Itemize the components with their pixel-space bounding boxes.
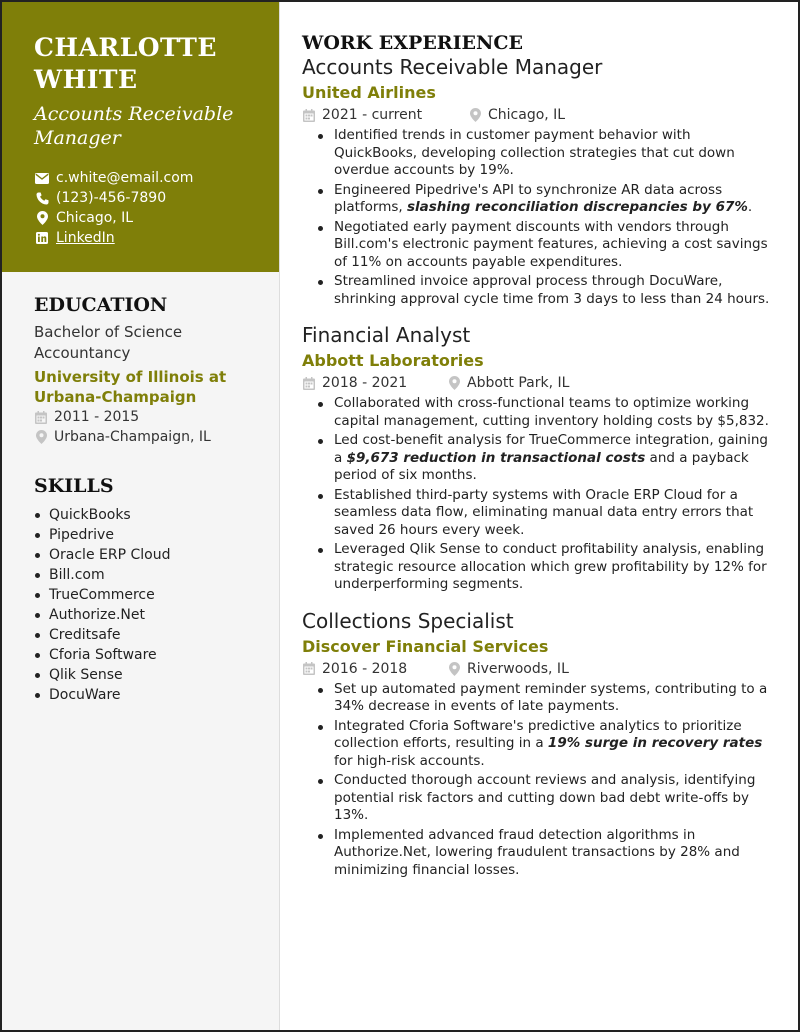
calendar-icon — [34, 410, 48, 424]
job-meta — [302, 659, 772, 679]
job-meta — [302, 373, 772, 393]
job-bullet: Led cost-benefit analysis for TrueCommerce integration, gaining a $9,673 reduction in transactional costs and a payback period of six months. — [302, 432, 772, 485]
calendar-icon — [302, 376, 316, 390]
job-bullet: Identified trends in customer payment behavior with QuickBooks, developing collection strategies that cut down overdue accounts by 19%. — [302, 127, 772, 180]
sidebar — [2, 2, 280, 1030]
company-name: Abbott Laboratories — [302, 351, 484, 370]
company-name: United Airlines — [302, 83, 436, 102]
sidebar-body — [2, 294, 279, 705]
job-dates — [302, 107, 468, 123]
job-bullet: Set up automated payment reminder systems, contributing to a 34% decrease in events of late payments. — [302, 681, 772, 716]
job-location-text: Riverwoods, IL — [467, 660, 569, 677]
skill-item: Oracle ERP Cloud — [34, 545, 259, 565]
contact-linkedin — [34, 228, 253, 248]
job-entry — [302, 608, 772, 880]
name-line-1: CHARLOTTE — [34, 33, 217, 62]
skill-item: Creditsafe — [34, 625, 259, 645]
phone-icon — [34, 191, 50, 205]
map-pin-icon — [34, 430, 48, 444]
candidate-title: Accounts Receivable Manager — [34, 103, 234, 149]
header-block — [2, 2, 279, 272]
skill-item: DocuWare — [34, 685, 259, 705]
job-entry — [302, 54, 772, 308]
map-pin-icon — [468, 108, 482, 122]
job-bullet: Engineered Pipedrive's API to synchronize AR data across platforms, slashing reconciliation discrepancies by 67%. — [302, 182, 772, 217]
skill-item: TrueCommerce — [34, 585, 259, 605]
job-entry — [302, 322, 772, 594]
map-pin-icon — [447, 376, 461, 390]
skills-heading: SKILLS — [34, 475, 114, 497]
job-dates — [302, 661, 447, 677]
skills-section — [34, 475, 259, 705]
skill-item: Bill.com — [34, 565, 259, 585]
contact-phone — [34, 188, 253, 208]
skills-list — [34, 505, 259, 705]
phone-text: (123)-456-7890 — [56, 190, 167, 206]
job-title: Accounts Receivable Manager — [302, 55, 603, 79]
skill-item: Cforia Software — [34, 645, 259, 665]
job-bullets — [302, 127, 772, 308]
contact-email — [34, 168, 253, 188]
skill-item: Authorize.Net — [34, 605, 259, 625]
job-location — [468, 107, 565, 123]
skill-item: QuickBooks — [34, 505, 259, 525]
work-experience-heading: WORK EXPERIENCE — [302, 32, 523, 54]
job-bullet: Established third-party systems with Oracle ERP Cloud for a seamless data flow, eliminating manual data entry errors that saved 26 hours every week. — [302, 487, 772, 540]
calendar-icon — [302, 108, 316, 122]
linkedin-icon — [34, 231, 50, 245]
contact-info — [34, 168, 253, 248]
job-bullet: Streamlined invoice approval process through DocuWare, shrinking approval cycle time from 3 days to less than 24 hours. — [302, 273, 772, 308]
job-dates — [302, 375, 447, 391]
name-line-2: WHITE — [34, 65, 138, 94]
job-location — [447, 375, 569, 391]
job-bullet: Implemented advanced fraud detection algorithms in Authorize.Net, lowering fraudulent transactions by 28% and minimizing financial losses. — [302, 827, 772, 880]
job-title: Financial Analyst — [302, 323, 471, 347]
education-location-text: Urbana-Champaign, IL — [54, 429, 211, 445]
job-bullet: Leveraged Qlik Sense to conduct profitability analysis, enabling strategic resource allocation which grew profitability by 12% for underperforming segments. — [302, 541, 772, 594]
main-content — [302, 32, 772, 893]
job-dates-text: 2021 - current — [322, 107, 423, 123]
map-pin-icon — [447, 662, 461, 676]
degree: Bachelor of Science Accountancy — [34, 323, 183, 362]
job-bullet: Collaborated with cross-functional teams to optimize working capital management, cutting inventory holding costs by $5,832. — [302, 395, 772, 430]
education-section — [34, 294, 259, 447]
job-location-text: Chicago, IL — [488, 107, 566, 123]
skill-item: Qlik Sense — [34, 665, 259, 685]
map-pin-icon — [34, 211, 50, 225]
school-name: University of Illinois at Urbana-Champaign — [34, 368, 227, 406]
job-location-text: Abbott Park, IL — [467, 375, 570, 391]
job-dates-text: 2016 - 2018 — [322, 660, 408, 677]
job-bullet: Conducted thorough account reviews and analysis, identifying potential risk factors and cutting down bad debt write-offs by 13%. — [302, 772, 772, 825]
candidate-name — [34, 32, 253, 96]
education-dates — [34, 407, 259, 427]
envelope-icon — [34, 171, 50, 185]
job-bullet: Negotiated early payment discounts with vendors through Bill.com's electronic payment features, achieving a cost savings of 11% on accounts payable expenditures. — [302, 219, 772, 272]
education-location — [34, 427, 259, 447]
job-dates-text: 2018 - 2021 — [322, 375, 408, 391]
linkedin-link[interactable]: LinkedIn — [56, 230, 115, 246]
location-text: Chicago, IL — [56, 210, 134, 226]
email-text: c.white@email.com — [56, 170, 194, 186]
calendar-icon — [302, 662, 316, 676]
job-meta — [302, 105, 772, 125]
education-heading: EDUCATION — [34, 294, 168, 316]
job-bullet: Integrated Cforia Software's predictive analytics to prioritize collection efforts, resulting in a 19% surge in recovery rates for high-risk accounts. — [302, 718, 772, 771]
job-location — [447, 661, 569, 677]
company-name: Discover Financial Services — [302, 636, 549, 656]
contact-location — [34, 208, 253, 228]
job-title: Collections Specialist — [302, 608, 514, 633]
education-dates-text: 2011 - 2015 — [54, 409, 140, 425]
job-bullets — [302, 681, 772, 880]
job-bullets — [302, 395, 772, 594]
skill-item: Pipedrive — [34, 525, 259, 545]
